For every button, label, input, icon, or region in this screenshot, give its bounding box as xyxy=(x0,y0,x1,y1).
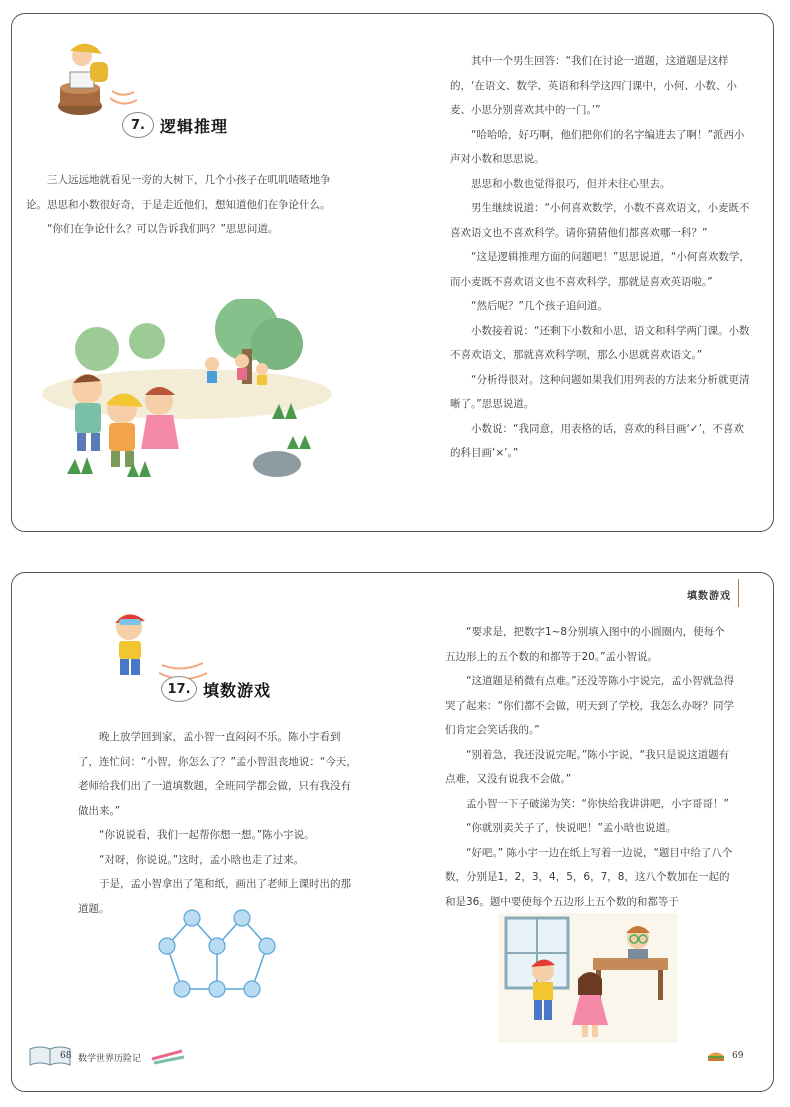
paragraph: 三人远远地就看见一旁的大树下，几个小孩子在叽叽喳喳地争论。思思和小数很好奇，于是走近他们，想知道他们在争论什么。 xyxy=(26,174,331,211)
paragraph: 思思和小数也觉得很巧，但并未往心里去。 xyxy=(471,177,671,190)
chapter-title: 填数游戏 xyxy=(203,680,272,700)
paragraph: “这是逻辑推理方面的问题吧！”思思说道，“小何喜欢数学，而小麦既不喜欢语文也不喜欢科学，那就是喜欢英语啦。” xyxy=(450,251,750,288)
paragraph: “好吧。” 陈小宇一边在纸上写着一边说，“题目中给了八个数，分别是1，2，3，4，5，6，7，8，这八个数加在一起的和是36。题中要使每个五边形上五个数的和都等于 xyxy=(445,846,733,908)
top-book-spread xyxy=(11,13,774,532)
paragraph: “要求是，把数字1~8分别填入图中的小圆圈内，使每个五边形上的五个数的和都等于20。”孟小智说。 xyxy=(445,626,725,663)
paragraph: 其中一个男生回答：“我们在讨论一道题，这道题是这样的，‘在语文、数学、英语和科学这四门课中，小何、小数、小麦、小思分别喜欢其中的一门。’” xyxy=(450,55,737,116)
page-number-right: 69 xyxy=(732,1051,744,1061)
running-header: 填数游戏 xyxy=(687,591,731,602)
paragraph: “哈哈哈，好巧啊，他们把你们的名字编进去了啊！”派西小声对小数和思思说。 xyxy=(450,128,745,165)
number-circle xyxy=(209,938,225,954)
chapter-heading xyxy=(122,112,228,138)
right-column-text xyxy=(445,620,735,914)
pencils-icon xyxy=(148,1043,188,1065)
hamburger-icon xyxy=(706,1049,726,1063)
left-column-text xyxy=(26,168,344,242)
paragraph: “这道题是稍微有点难。”还没等陈小宇说完，孟小智就急得哭了起来：“你们都不会做，明天到了学校，我怎么办呀？同学们肯定会笑话我的。” xyxy=(445,675,735,736)
bottom-book-spread xyxy=(11,572,774,1092)
paragraph: 小数说：“我同意，用表格的话，喜欢的科目画‘✓’，不喜欢的科目画‘×’。” xyxy=(450,422,744,459)
paragraph: “分析得很对。这种问题如果我们用列表的方法来分析就更清晰了。”思思说道。 xyxy=(450,373,750,410)
left-column-text xyxy=(78,725,358,921)
chapter-number: 17. xyxy=(161,676,197,702)
page-number-left: 68 xyxy=(60,1051,72,1061)
kids-classroom-illustration xyxy=(498,913,678,1043)
paragraph: 男生继续说道：“小何喜欢数学，小数不喜欢语文，小麦既不喜欢语文也不喜欢科学。请你猜猜他们都喜欢哪一科？” xyxy=(450,202,750,239)
paragraph: 晚上放学回到家，孟小智一直闷闷不乐。陈小宇看到了，连忙问：“小智，你怎么了？”孟小智沮丧地说：“今天，老师给我们出了一道填数题，全班同学都会做，只有我没有做出来。” xyxy=(78,731,357,817)
paragraph: 小数接着说：“还剩下小数和小思，语文和科学两门课。小数不喜欢语文，那就喜欢科学呗，那么小思就喜欢语文。” xyxy=(450,324,750,361)
number-circle xyxy=(259,938,275,954)
paragraph: “你说说看，我们一起帮你想一想。”陈小宇说。 xyxy=(99,829,315,841)
chapter-title: 逻辑推理 xyxy=(160,116,229,136)
number-circle xyxy=(184,910,200,926)
double-pentagon-puzzle xyxy=(152,906,292,1001)
paragraph: 于是，孟小智拿出了笔和纸，画出了老师上课时出的那道题。 xyxy=(78,878,351,915)
paragraph: “对呀，你说说。”这时，孟小晗也走了过来。 xyxy=(99,853,305,866)
paragraph: 孟小智一下子破涕为笑：“你快给我讲讲吧，小宇哥哥！” xyxy=(466,797,729,810)
number-circle xyxy=(234,910,250,926)
number-circle xyxy=(159,938,175,954)
paragraph: “然后呢？”几个孩子追问道。 xyxy=(471,300,608,312)
chapter-number: 7. xyxy=(122,112,154,138)
right-column-text xyxy=(450,49,750,466)
paragraph: “别着急，我还没说完呢。”陈小宇说，“我只是说这道题有点难，又没有说我不会做。” xyxy=(445,748,730,785)
children-under-tree-illustration xyxy=(37,299,332,479)
header-divider xyxy=(738,579,739,607)
number-circle xyxy=(174,981,190,997)
number-circle xyxy=(244,981,260,997)
paragraph: “你就别卖关子了，快说吧！”孟小晗也说道。 xyxy=(466,822,677,834)
book-title: 数学世界历险记 xyxy=(78,1054,142,1064)
number-circle xyxy=(209,981,225,997)
paragraph: “你们在争论什么？可以告诉我们吗？”思思问道。 xyxy=(47,223,279,235)
chapter-heading xyxy=(161,676,271,702)
